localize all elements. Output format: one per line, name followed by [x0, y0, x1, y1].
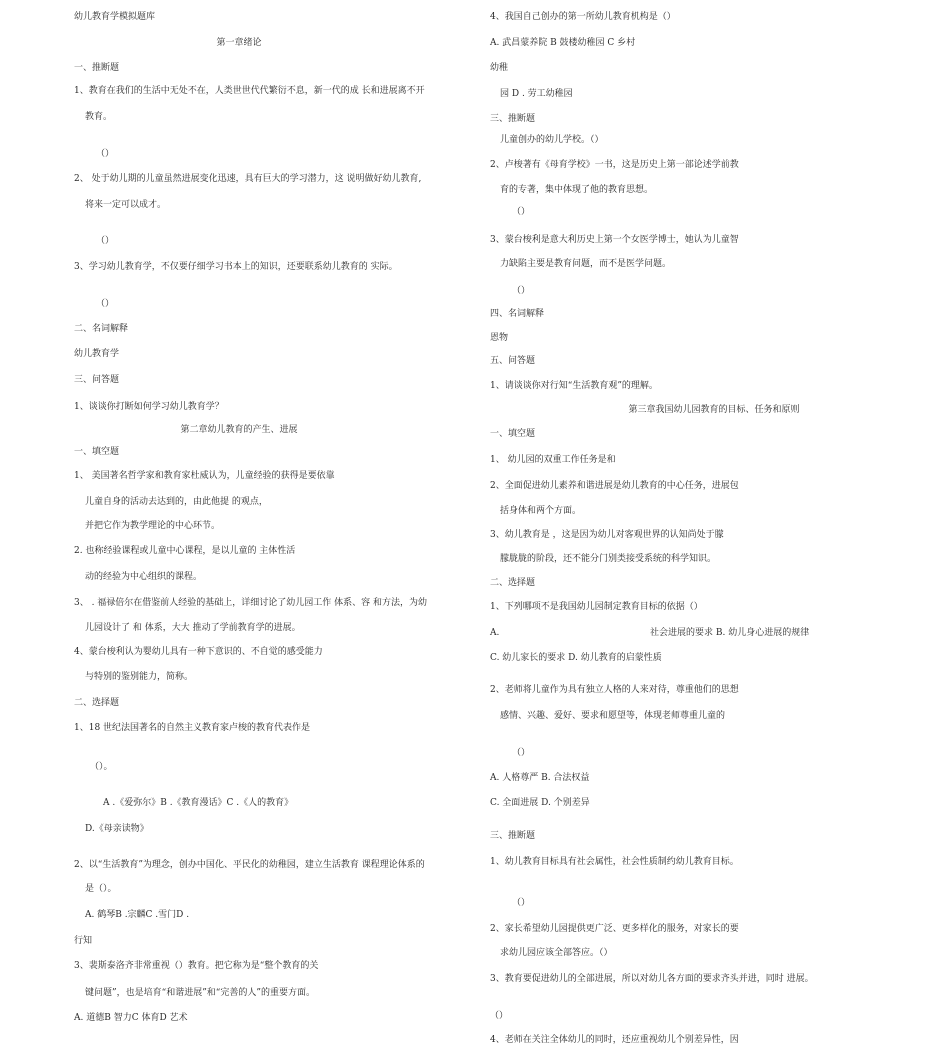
left-line: A .《爱弥尔》B .《教育漫话》C .《人的教育》	[103, 798, 294, 808]
left-line: 4、蒙台梭利认为婴幼儿具有一种下意识的、不自觉的感受能力	[74, 647, 323, 657]
right-line: （）	[490, 1011, 509, 1021]
right-line: 1、下列哪项不是我国幼儿园制定教育目标的依据（）	[490, 602, 703, 612]
right-chapter-heading: 第三章我国幼儿园教育的目标、任务和原则	[628, 405, 800, 415]
right-line: 二、选择题	[490, 578, 536, 588]
left-line: 幼儿教育学	[74, 349, 120, 359]
left-line: 二、名词解释	[74, 324, 129, 334]
right-line: 五、问答题	[490, 356, 536, 366]
right-line: 三、推断题	[490, 831, 536, 841]
left-line: A. 道德B 智力C 体育D 艺术	[74, 1013, 188, 1023]
left-line: 是（）。	[85, 884, 117, 894]
right-line: （）	[512, 207, 531, 217]
left-line: 1、18 世纪法国著名的自然主义教育家卢梭的教育代表作是	[74, 723, 311, 733]
right-line: 四、名词解释	[490, 309, 545, 319]
right-line: （）	[512, 898, 531, 908]
right-line: 2、家长希望幼儿园提供更广泛、更多样化的服务，对家长的要	[490, 924, 739, 934]
left-line: D.《母亲读物》	[85, 824, 149, 834]
left-line: 2. 也称经验课程或儿童中心课程，是以儿童的 主体性活	[74, 546, 296, 556]
right-line: 2、老师将儿童作为具有独立人格的人来对待，尊重他们的思想	[490, 685, 739, 695]
left-chapter-heading: 第一章绪论	[216, 38, 262, 48]
left-line: 1、 美国著名哲学家和教育家杜威认为，儿童经验的获得是要依靠	[74, 471, 335, 481]
left-line: 儿园设计了 和 体系，大大 推动了学前教育学的进展。	[85, 623, 301, 633]
left-line: 3、 . 福禄倍尔在借鉴前人经验的基础上，详细讨论了幼儿园工作 体系、容 和方法，为幼	[74, 598, 428, 608]
right-line: 恩物	[490, 333, 509, 343]
left-line: 一、填空题	[74, 447, 120, 457]
right-line: 儿童创办的幼儿学校。（）	[500, 135, 604, 145]
left-line: 2、以“生活教育”为理念，创办中国化、平民化的幼稚园，建立生活教育 课程理论体系的	[74, 860, 425, 870]
right-line: （）	[512, 286, 531, 296]
right-line: 1、请谈谈你对行知“生活教育观”的理解。	[490, 381, 658, 391]
left-line: （）。	[90, 762, 113, 772]
right-line: 育的专著，集中体现了他的教育思想。	[500, 185, 654, 195]
left-line: A. 鹤琴B .宗麟C .雪门D .	[85, 910, 190, 920]
left-line: 3、裴斯泰洛齐非常重视（）教育。把它称为是“整个教育的关	[74, 961, 319, 971]
right-line: 4、我国自己创办的第一所幼儿教育机构是（）	[490, 12, 676, 22]
right-line: 2、全面促进幼儿素养和谐进展是幼儿教育的中心任务，进展包	[490, 481, 739, 491]
left-line: 一、推断题	[74, 63, 120, 73]
right-line: 3、幼儿教育是 ，这是因为幼儿对客观世界的认知尚处于朦	[490, 530, 724, 540]
left-line: 2、 处于幼儿期的儿童虽然进展变化迅速，具有巨大的学习潜力，这 说明做好幼儿教育,	[74, 174, 422, 184]
right-line: 一、填空题	[490, 429, 536, 439]
right-line: 3、蒙台梭利是意大利历史上第一个女医学博士，她认为儿童智	[490, 235, 739, 245]
left-line: （）	[96, 149, 115, 159]
left-chapter-heading: 第二章幼儿教育的产生、进展	[180, 425, 298, 435]
left-line: 教育。	[85, 112, 113, 122]
left-line: 将来一定可以成才。	[85, 200, 167, 210]
right-line: 1、 幼儿园的双重工作任务是和	[490, 455, 616, 465]
left-line: 三、问答题	[74, 375, 120, 385]
left-line: 键问题”，也是培育“和谐进展”和“完善的人”的重要方面。	[85, 988, 316, 998]
left-line: 1、谈谈你打断如何学习幼儿教育学？	[74, 402, 224, 412]
right-line: 社会进展的要求 B. 幼儿身心进展的规律	[650, 628, 810, 638]
right-line: 幼稚	[490, 63, 509, 73]
page-title: 幼儿教育学模拟题库	[74, 12, 156, 22]
right-line: （）	[512, 748, 531, 758]
right-line: 括身体和两个方面。	[500, 506, 582, 516]
right-line: A.	[490, 628, 500, 638]
left-line: 儿童自身的活动去达到的，由此他提 的观点，	[85, 497, 268, 507]
right-line: A. 人格尊严 B. 合法权益	[490, 773, 590, 783]
left-line: 动的经验为中心组织的课程。	[85, 572, 203, 582]
right-line: 朦胧胧的阶段，还不能分门别类接受系统的科学知识。	[500, 554, 717, 564]
right-line: 园 D . 劳工幼稚园	[500, 89, 573, 99]
left-line: （）	[96, 236, 115, 246]
left-line: 1、教育在我们的生活中无处不在，人类世世代代繁衍不息，新一代的成 长和进展离不开	[74, 86, 425, 96]
right-line: 三、推断题	[490, 114, 536, 124]
left-line: 与特别的鉴别能力，简称。	[85, 672, 194, 682]
left-line: 行知	[74, 936, 93, 946]
right-line: 感情、兴趣、爱好、要求和愿望等，体现老师尊重儿童的	[500, 711, 726, 721]
left-line: 3、学习幼儿教育学，不仅要仔细学习书本上的知识，还要联系幼儿教育的 实际。	[74, 262, 398, 272]
right-line: C. 幼儿家长的要求 D. 幼儿教育的启蒙性质	[490, 653, 662, 663]
right-line: 4、老师在关注全体幼儿的同时，还应重视幼儿个别差异性，因	[490, 1035, 739, 1045]
right-line: 2、卢梭著有《母育学校》一书，这是历史上第一部论述学前教	[490, 160, 739, 170]
left-line: 并把它作为教学理论的中心环节。	[85, 521, 221, 531]
right-line: C. 全面进展 D. 个别差异	[490, 798, 590, 808]
right-line: 力缺陷主要是教育问题，而不是医学问题。	[500, 259, 672, 269]
left-line: （）	[96, 299, 115, 309]
right-line: A. 武昌蒙养院 B 鼓楼幼稚园 C 乡村	[490, 38, 636, 48]
right-line: 3、教育要促进幼儿的全部进展，所以对幼儿各方面的要求齐头并进，同时 进展。	[490, 974, 814, 984]
left-line: 二、选择题	[74, 698, 120, 708]
right-line: 1、幼儿教育目标具有社会属性，社会性质制约幼儿教育目标。	[490, 857, 739, 867]
right-line: 求幼儿园应该全部答应。（）	[500, 948, 613, 958]
